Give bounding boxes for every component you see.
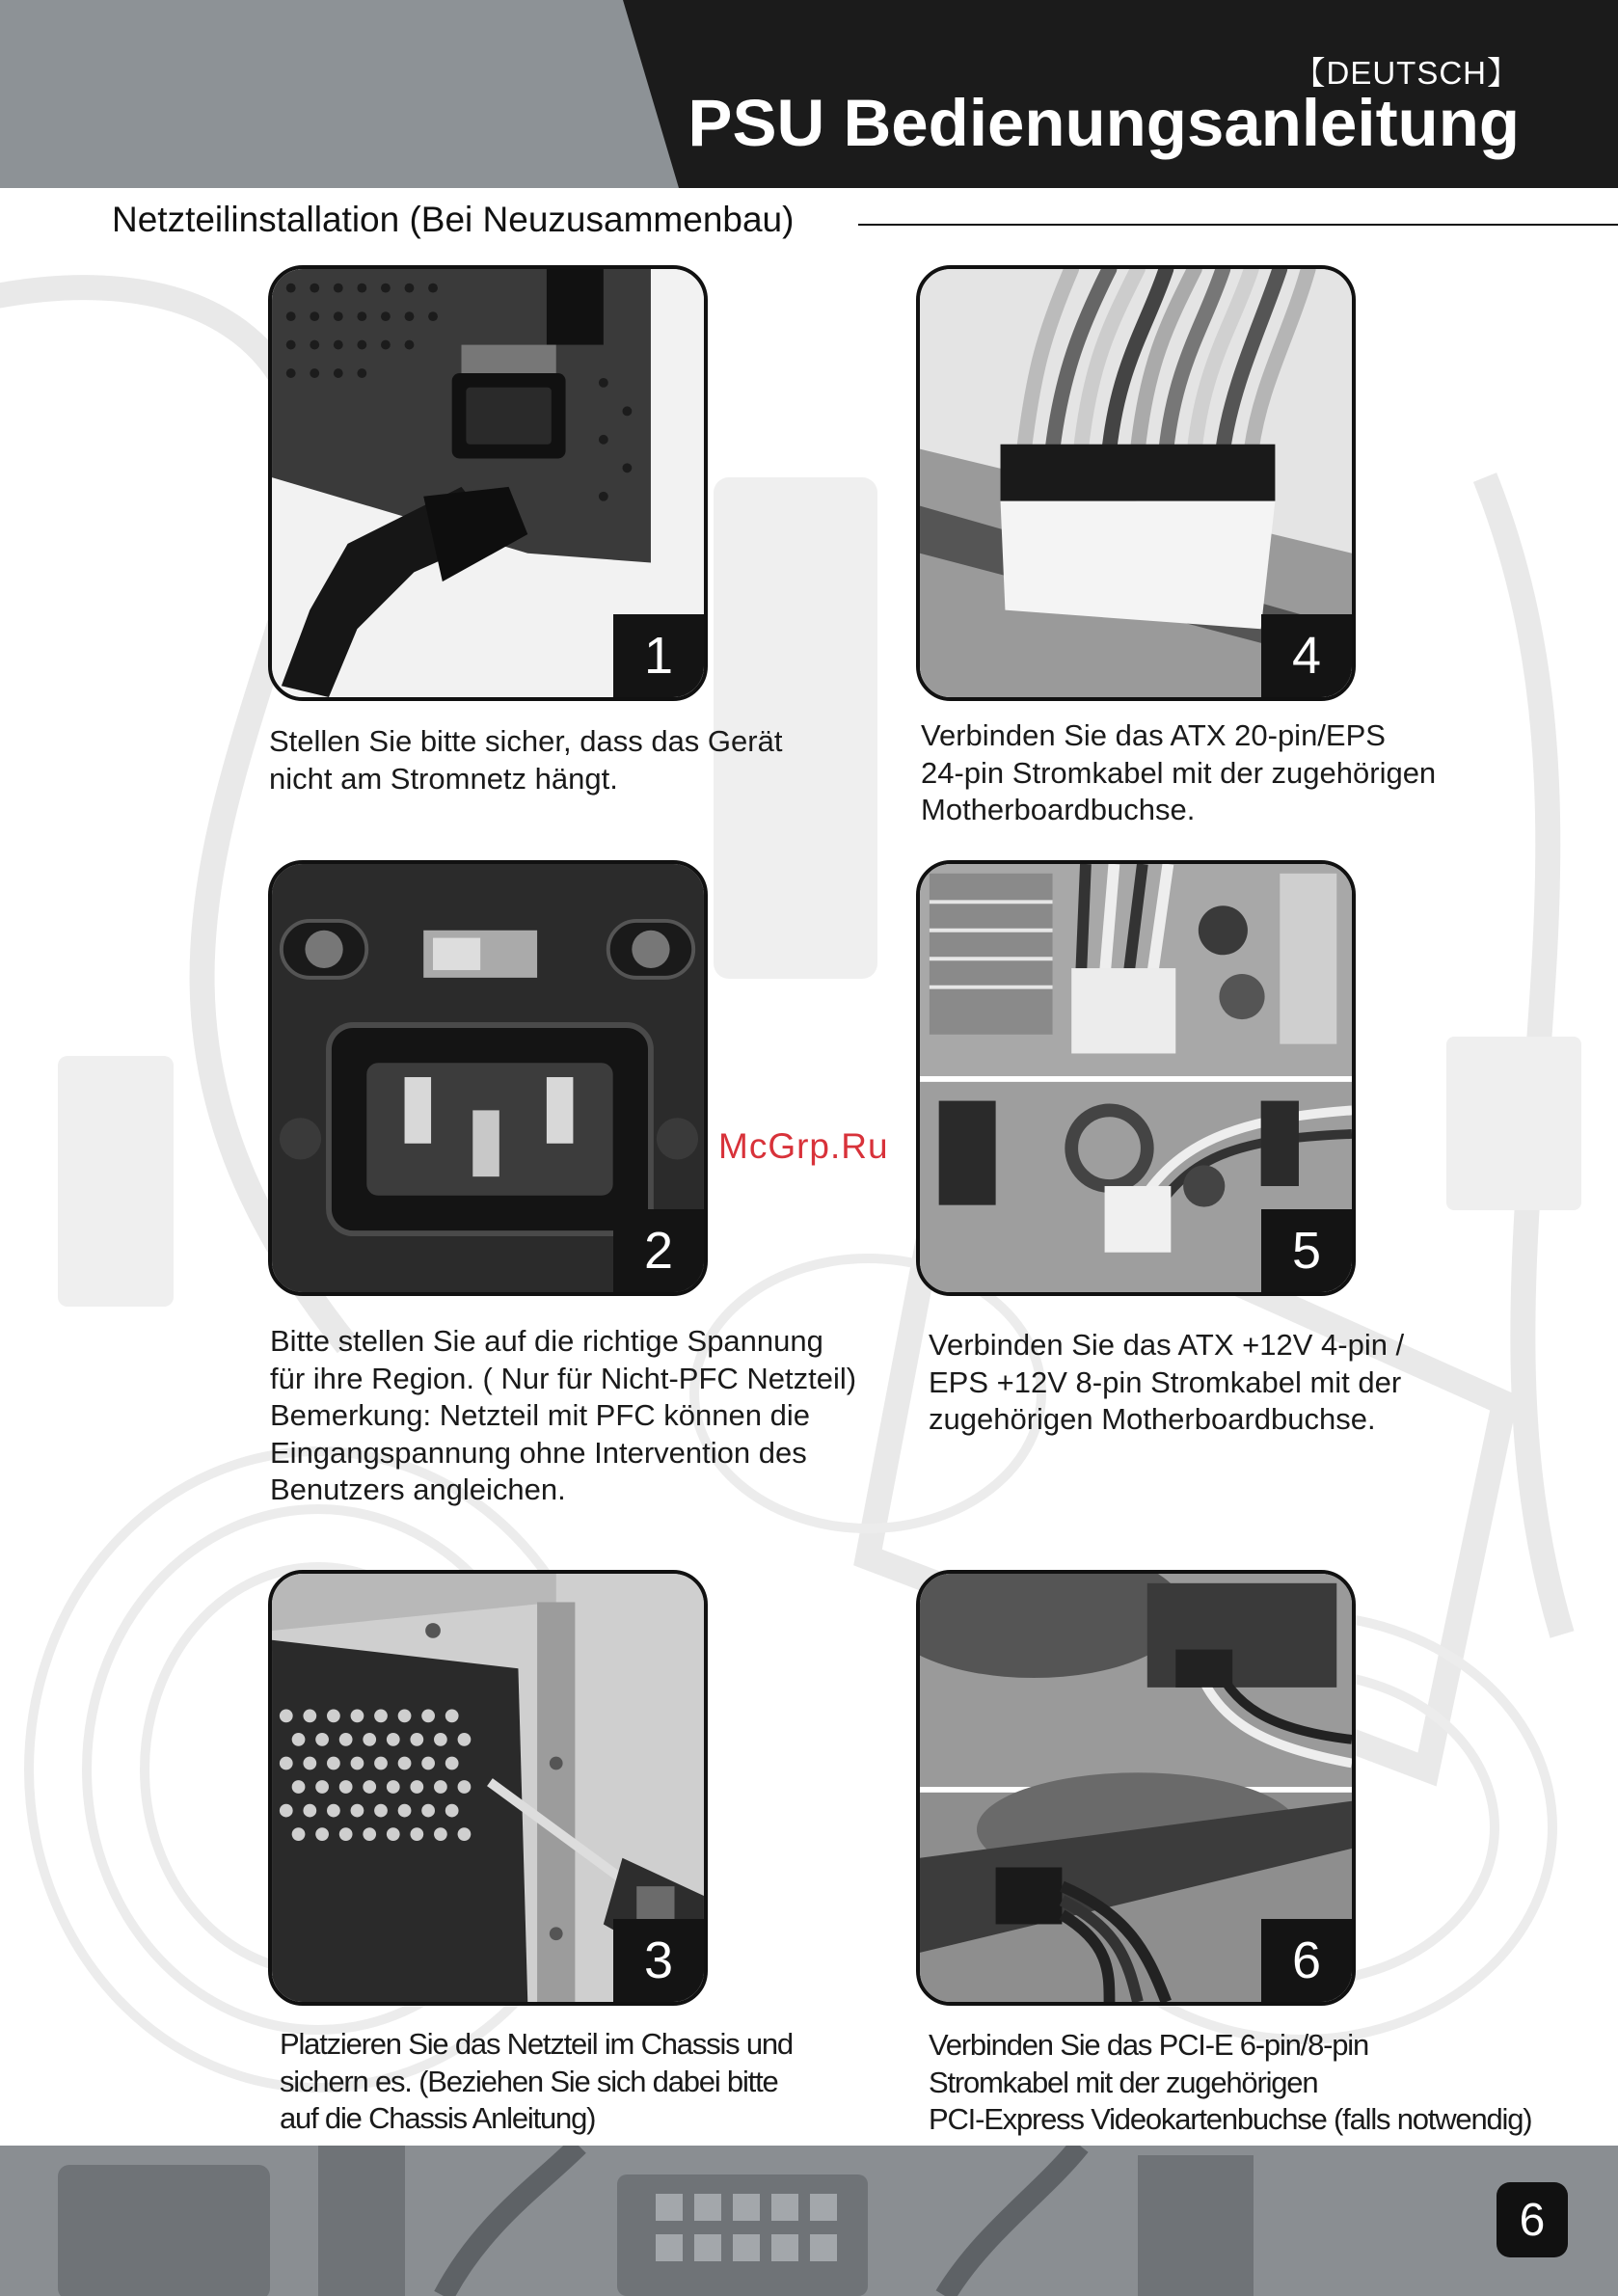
- step-3-line-3: auf die Chassis Anleitung): [280, 2101, 596, 2135]
- step-1-line-2: nicht am Stromnetz hängt.: [269, 761, 618, 796]
- step-2-image: [268, 860, 708, 1296]
- step-3-text: [280, 2026, 793, 2138]
- step-2-line-2: für ihre Region. ( Nur für Nicht-PFC Netzteil): [270, 1361, 857, 1395]
- section-divider: [858, 224, 1618, 226]
- step-3-number: 3: [613, 1919, 704, 2002]
- step-3-line-2: sichern es. (Beziehen Sie sich dabei bitte: [280, 2064, 778, 2098]
- step-4-image: [916, 265, 1356, 701]
- step-6-number: 6: [1261, 1919, 1352, 2002]
- step-4-text: [921, 717, 1436, 829]
- language-label: 【DEUTSCH】: [1293, 55, 1520, 91]
- step-5-line-3: zugehörigen Motherboardbuchse.: [929, 1402, 1376, 1436]
- step-5-line-2: EPS +12V 8-pin Stromkabel mit der: [929, 1364, 1402, 1399]
- step-1-line-1: Stellen Sie bitte sicher, dass das Gerät: [269, 724, 783, 758]
- step-5-line-1: Verbinden Sie das ATX +12V 4-pin /: [929, 1328, 1405, 1362]
- footer-banner: [0, 2146, 1618, 2296]
- step-3-image: [268, 1570, 708, 2006]
- step-6-text: [929, 2027, 1531, 2139]
- step-4-number: 4: [1261, 614, 1352, 697]
- step-2-line-3: Bemerkung: Netzteil mit PFC können die: [270, 1398, 810, 1432]
- page-title: PSU Bedienungsanleitung: [688, 86, 1520, 160]
- background-illustration: [0, 188, 1618, 2146]
- step-1-number: 1: [613, 614, 704, 697]
- page-number: 6: [1497, 2182, 1568, 2257]
- step-1-text: [269, 723, 782, 797]
- step-2-line-1: Bitte stellen Sie auf die richtige Spannung: [270, 1324, 823, 1358]
- step-6-image: [916, 1570, 1356, 2006]
- step-4-line-2: 24-pin Stromkabel mit der zugehörigen: [921, 755, 1437, 790]
- watermark-text: McGrp.Ru: [718, 1126, 889, 1166]
- section-title: Netzteilinstallation (Bei Neuzusammenbau): [112, 200, 811, 240]
- step-3-line-1: Platzieren Sie das Netzteil im Chassis und: [280, 2027, 793, 2061]
- step-4-line-3: Motherboardbuchse.: [921, 793, 1196, 826]
- step-2-text: [270, 1323, 856, 1509]
- step-2-number: 2: [613, 1209, 704, 1292]
- step-5-text: [929, 1327, 1404, 1439]
- step-6-line-3: PCI-Express Videokartenbuchse (falls notwendig): [929, 2102, 1532, 2136]
- step-2-line-4: Eingangspannung ohne Intervention des: [270, 1435, 807, 1470]
- step-2-line-5: Benutzers angleichen.: [270, 1472, 566, 1506]
- step-6-line-1: Verbinden Sie das PCI-E 6-pin/8-pin: [929, 2028, 1369, 2062]
- step-4-line-1: Verbinden Sie das ATX 20-pin/EPS: [921, 718, 1386, 752]
- step-1-image: [268, 265, 708, 701]
- step-5-number: 5: [1261, 1209, 1352, 1292]
- step-6-line-2: Stromkabel mit der zugehörigen: [929, 2065, 1318, 2099]
- footer-illustration: [0, 2146, 1618, 2296]
- step-5-image: [916, 860, 1356, 1296]
